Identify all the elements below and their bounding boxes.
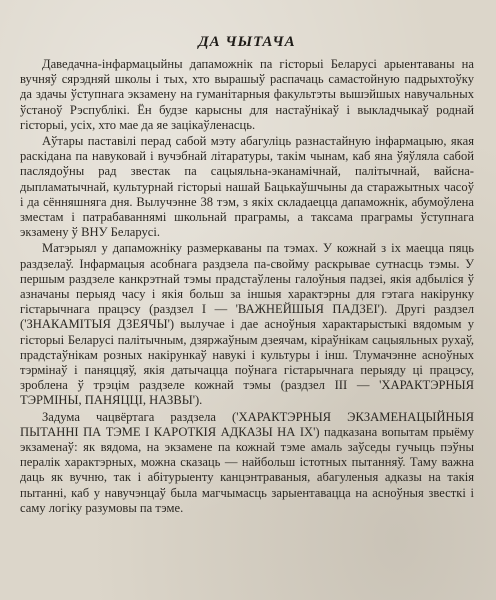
paragraph-4: Задума чацвёртага раздзела ('ХАРАКТЭРНЫЯ ЭКЗАМЕНАЦЫЙНЫЯ ПЫТАННІ ПА ТЭМЕ І КАРОТКІЯ АДКАЗЫ НА ІХ') падказана вопытам прыёму экзаменаў: як вядома, на экзамене па кожнай тэме амаль заўседы гучыць пэўны пералік характэрных, можна сказаць — найбольш істотных пытанняў. Таму важна даць як вучню, так і абітурыенту канцэнтраваныя, абагуленыя адказы на такія пытанні, каб у навучэнцаў была магчымасць зарыентавацца на асноўныя звесткі і саму логіку разумовы па тэме. [20, 409, 474, 515]
paragraph-3: Матэрыял у дапаможніку размеркаваны па тэмах. У кожнай з іх маецца пяць раздзелаў. Інфармацыя асобнага раздзела па-свойму раскрывае сутнасць тэмы. У першым раздзеле канкрэтнай тэмы прадстаўлены галоўныя падзеі, якія адбыліся ў азначаны перыяд часу і якія больш за іншыя характэрны для гэтага накірунку гістарычнага працэсу (раздзел І — 'ВАЖНЕЙШЫЯ ПАДЗЕІ'). Другі раздзел ('ЗНАКАМІТЫЯ ДЗЕЯЧЫ') вылучае і дае асноўныя характарыстыкі вядомым у гісторыі Беларусі палітычным, дзяржаўным дзеячам, кіраўнікам сацыяльных рухаў, прадстаўнікам розных накірункаў навукі і культуры і інш. Тлумачэнне асноўных тэрмінаў і паняццяў, якія датычацца поўнага гістарычнага перыяду ці працэсу, зроблена ў трэцім раздзеле кожнай тэмы (раздзел ІІІ — 'ХАРАКТЭРНЫЯ ТЭРМІНЫ, ПАНЯЦЦІ, НАЗВЫ'). [20, 241, 474, 408]
paragraph-2: Аўтары паставілі перад сабой мэту абагуліць разнастайную інфармацыю, якая раскідана па навуковай і вучэбнай літаратуры, такім чынам, каб яна ўяўляла сабой паслядоўны рад звестак па сацыяльна-эканамічнай, палітычнай, вайсна-дыпламатычнай, культурнай гісторыі нашай Бацькаўшчыны да старажытных часоў і да сённяшняга дня. Вылучэнне 38 тэм, з якіх складаецца дапаможнік, абумоўлена зместам і патрабаваннямі школьнай праграмы, а таксама праграмы ўступнага экзамену ў ВНУ Беларусі. [20, 134, 474, 240]
paragraph-1: Даведачна-інфармацыйны дапаможнік па гісторыі Беларусі арыентаваны на вучняў сярэдняй школы і тых, хто вырашыў распачаць самастойную падрыхтоўку да здачы ўступнага экзамену на гуманітарныя факультэты вышэйшых навучальных ўстаноў Рэспублікі. Ён будзе карысны для настаўнікаў і выкладчыкаў роднай гісторыі, усіх, хто мае да яе зацікаўленасць. [20, 57, 474, 132]
page-title: ДА ЧЫТАЧА [198, 34, 296, 50]
